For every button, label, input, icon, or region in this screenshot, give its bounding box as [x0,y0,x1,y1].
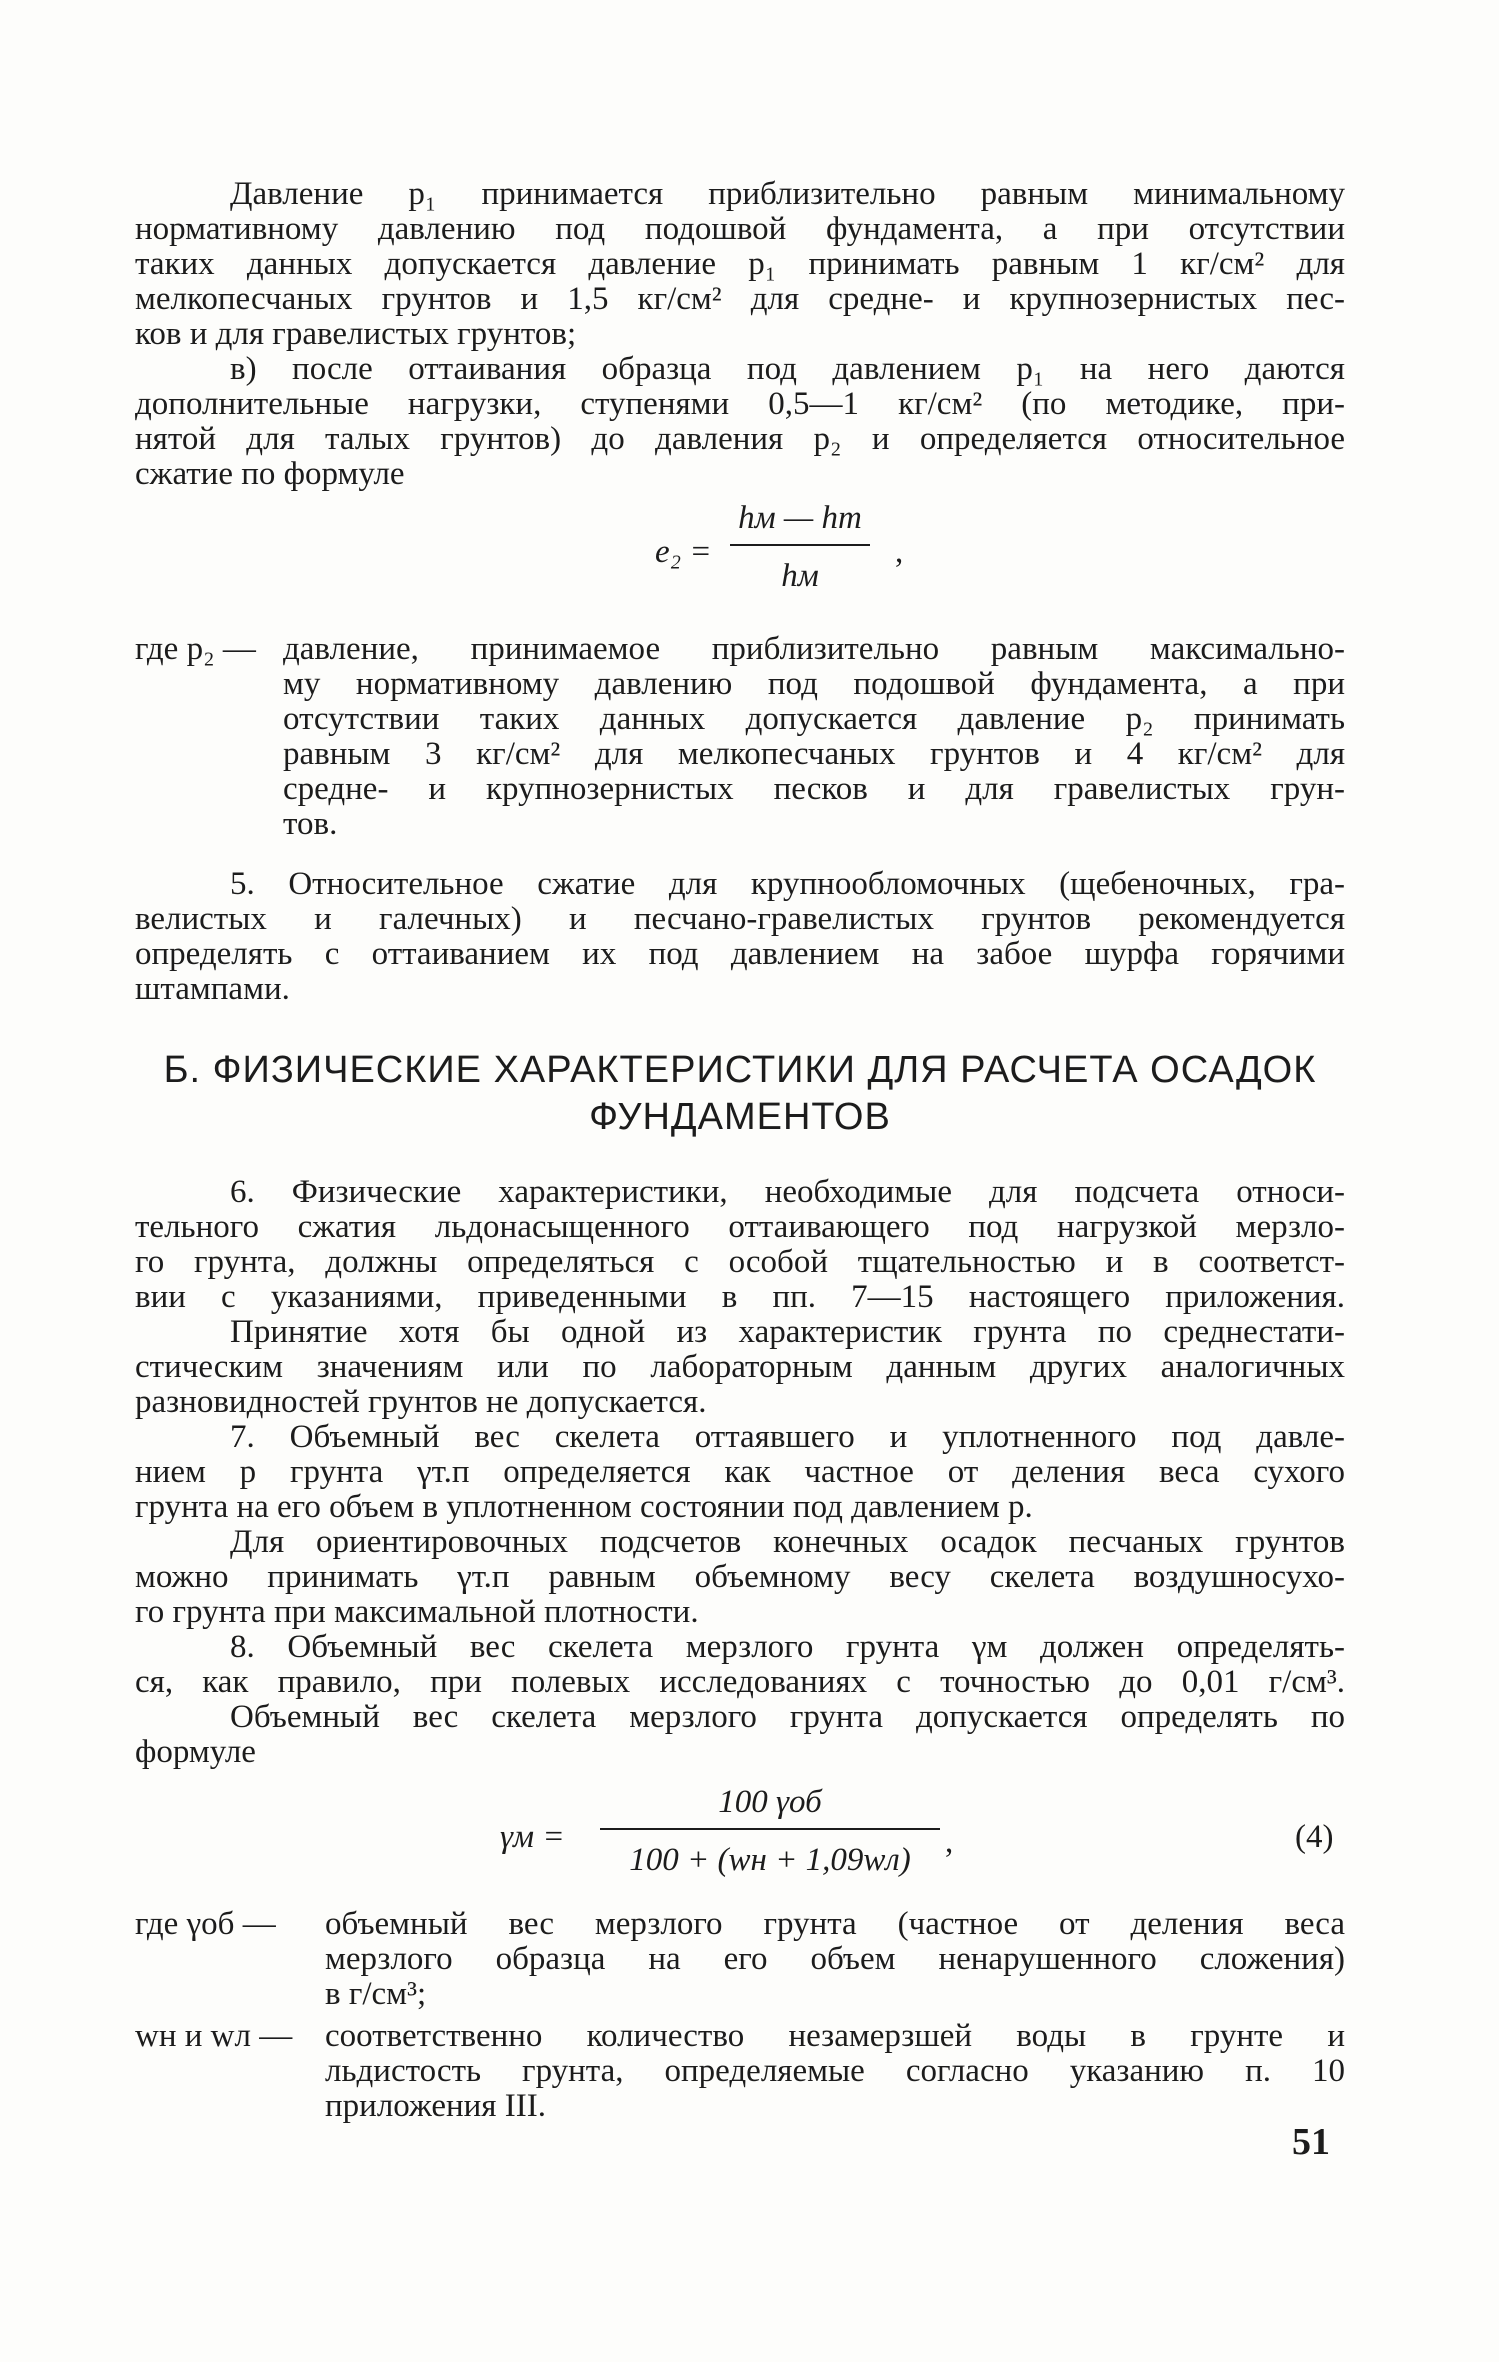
text-line: дополнительные нагрузки, ступенями 0,5—1 кг/см² (по методике, при- [135,386,1345,422]
text-line: льдистость грунта, определяемые согласно указанию п. 10 [325,2053,1345,2089]
text-line: му нормативному давлению под подошвой фундамента, а при [283,666,1345,702]
formula-denominator: hм [781,558,819,594]
text-line: го грунта при максимальной плотности. [135,1594,699,1630]
formula-lhs: γм = [500,1819,565,1855]
formula-numerator: 100 γоб [718,1784,822,1820]
text-line: Объемный вес скелета мерзлого грунта допускается определять по [230,1699,1345,1735]
text-line: тов. [283,806,338,842]
text-line: таких данных допускается давление p₁ принимать равным 1 кг/см² для [135,246,1345,282]
section-heading-line2: ФУНДАМЕНТОВ [589,1096,891,1138]
text-line: объемный вес мерзлого грунта (частное от деления веса [325,1906,1345,1942]
text-line: стическим значениям или по лабораторным данным других аналогичных [135,1349,1345,1385]
text-line: равным 3 кг/см² для мелкопесчаных грунтов и 4 кг/см² для [283,736,1345,772]
formula-numerator: hм — hт [738,500,862,536]
text-line: нятой для талых грунтов) до давления p₂ и определяется относительное [135,421,1345,457]
text-line: Принятие хотя бы одной из характеристик грунта по среднестати- [230,1314,1345,1350]
text-line: формуле [135,1734,256,1770]
page-number: 51 [1292,2121,1330,2163]
formula-denominator: 100 + (wн + 1,09wл) [629,1842,911,1878]
fraction-bar [600,1828,940,1830]
text-line: 8. Объемный вес скелета мерзлого грунта γм должен определять- [230,1629,1345,1665]
text-line: нормативному давлению под подошвой фундамента, а при отсутствии [135,211,1345,247]
formula-lhs: e₂ = [655,534,712,570]
text-line: мерзлого образца на его объем ненарушенного сложения) [325,1941,1345,1977]
text-line: ков и для гравелистых грунтов; [135,316,577,352]
text-line: средне- и крупнозернистых песков и для гравелистых грун- [283,771,1345,807]
where-label: wн и wл — [135,2018,293,2054]
text-line: нием p грунта γт.п определяется как частное от деления веса сухого [135,1454,1345,1490]
text-line: тельного сжатия льдонасыщенного оттаивающего под нагрузкой мерзло- [135,1209,1345,1245]
formula-comma: , [895,534,904,570]
text-line: в) после оттаивания образца под давлением p₁ на него даются [230,351,1345,387]
equation-number: (4) [1295,1819,1334,1855]
text-line: ся, как правило, при полевых исследованиях с точностью до 0,01 г/см³. [135,1664,1345,1700]
text-line: сжатие по формуле [135,456,405,492]
section-heading: Б. ФИЗИЧЕСКИЕ ХАРАКТЕРИСТИКИ ДЛЯ РАСЧЕТА ОСАДОК [163,1049,1317,1091]
text-line: соответственно количество незамерзшей воды в грунте и [325,2018,1345,2054]
text-line: приложения III. [325,2088,546,2124]
text-line: грунта на его объем в уплотненном состоянии под давлением p. [135,1489,1033,1525]
text-line: 6. Физические характеристики, необходимые для подсчета относи- [230,1174,1345,1210]
text-line: мелкопесчаных грунтов и 1,5 кг/см² для средне- и крупнозернистых пес- [135,281,1345,317]
fraction-bar [730,544,870,546]
text-line: давление, принимаемое приблизительно равным максимально- [283,631,1345,667]
text-line: в г/см³; [325,1976,427,2012]
where-label: где p₂ — [135,631,256,667]
text-line: штампами. [135,971,290,1007]
where-label: где γоб — [135,1906,276,1942]
text-line: отсутствии таких данных допускается давление p₂ принимать [283,701,1345,737]
text-line: го грунта, должны определяться с особой тщательностью и в соответст- [135,1244,1345,1280]
text-line: Давление p₁ принимается приблизительно равным минимальному [230,176,1345,212]
text-line: 7. Объемный вес скелета оттаявшего и уплотненного под давле- [230,1419,1345,1455]
text-line: разновидностей грунтов не допускается. [135,1384,707,1420]
formula-comma: , [945,1824,954,1860]
text-line: можно принимать γт.п равным объемному весу скелета воздушносухо- [135,1559,1345,1595]
text-line: вии с указаниями, приведенными в пп. 7—15 настоящего приложения. [135,1279,1345,1315]
text-line: Для ориентировочных подсчетов конечных осадок песчаных грунтов [230,1524,1345,1560]
text-line: велистых и галечных) и песчано-гравелистых грунтов рекомендуется [135,901,1345,937]
text-line: 5. Относительное сжатие для крупнообломочных (щебеночных, гра- [230,866,1345,902]
text-line: определять с оттаиванием их под давлением на забое шурфа горячими [135,936,1345,972]
